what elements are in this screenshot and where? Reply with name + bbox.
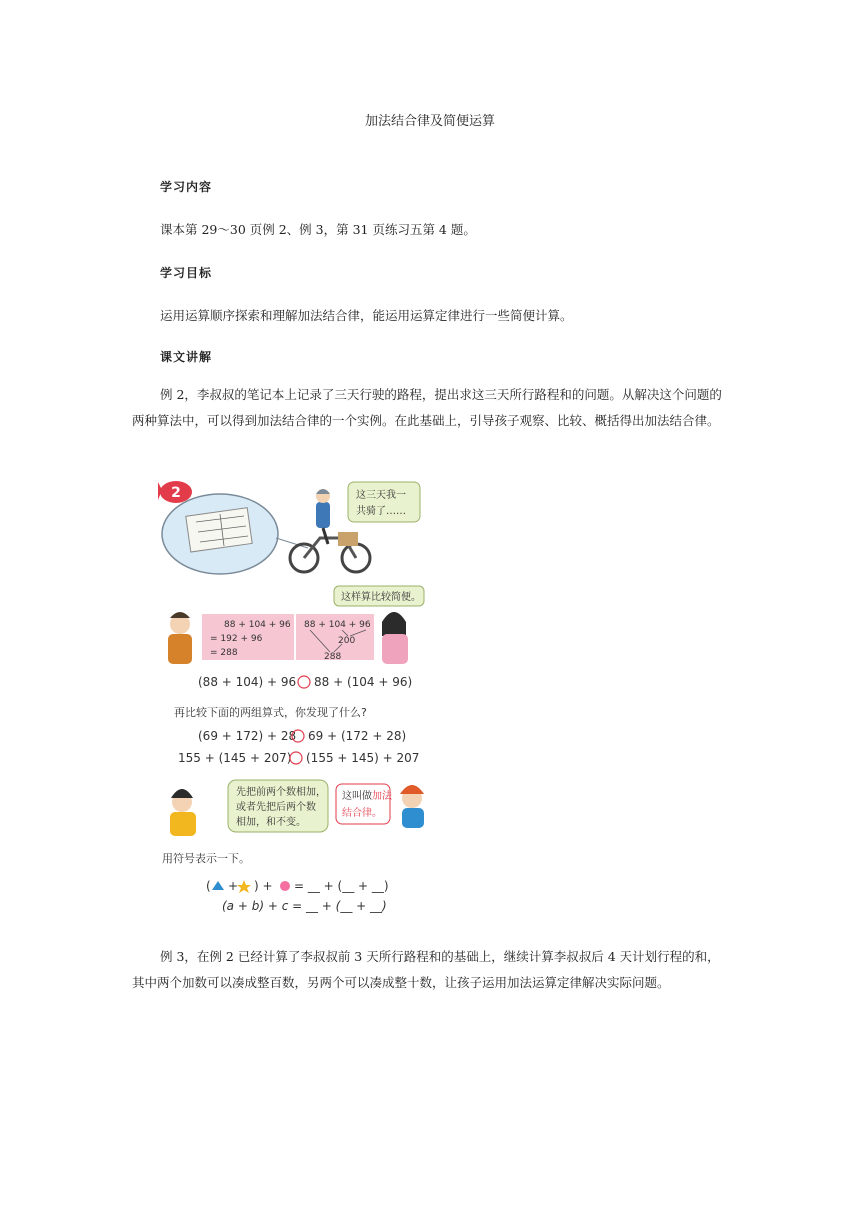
speech-bubble-3 bbox=[228, 780, 328, 832]
compare-3-left: 155 + (145 + 207) bbox=[178, 751, 292, 765]
section-heading-content: 学习内容 bbox=[160, 180, 213, 194]
symbol-prompt: 用符号表示一下。 bbox=[162, 852, 250, 865]
circle-icon bbox=[280, 881, 290, 891]
boy-figure bbox=[168, 612, 192, 664]
svg-text:相加，和不变。: 相加，和不变。 bbox=[236, 817, 306, 828]
svg-text:这三天我一: 这三天我一 bbox=[356, 490, 406, 501]
compare-1-right: 88 + (104 + 96) bbox=[314, 675, 413, 689]
speech-bubble-1 bbox=[348, 482, 420, 522]
example-badge bbox=[158, 481, 192, 503]
svg-text:结合律。: 结合律。 bbox=[342, 808, 382, 819]
compare-2-right: 69 + (172 + 28) bbox=[308, 729, 407, 743]
girl-figure-2 bbox=[170, 789, 196, 836]
compare-circle-3 bbox=[290, 752, 302, 764]
svg-text:+: + bbox=[228, 879, 239, 893]
compare-1-left: (88 + 104) + 96 bbox=[198, 675, 297, 689]
section-heading-lesson: 课文讲解 bbox=[160, 350, 213, 364]
notebook-zoom bbox=[162, 494, 308, 574]
triangle-icon bbox=[212, 881, 224, 890]
svg-text:或者先把后两个数: 或者先把后两个数 bbox=[236, 802, 316, 813]
textbook-illustration bbox=[158, 476, 432, 916]
svg-text:= 192 + 96: = 192 + 96 bbox=[210, 634, 263, 644]
girl-figure bbox=[382, 612, 408, 664]
svg-text:共骑了……: 共骑了…… bbox=[356, 506, 406, 517]
example-2-paragraph: 例 2，李叔叔的笔记本上记录了三天行驶的路程，提出求这三天所行路程和的问题。从解决这个问题的两种算法中，可以得到加法结合律的一个实例。在此基础上，引导孩子观察、比较、概括得出加法结合律。 bbox=[132, 387, 722, 428]
svg-text:这样算比较简便。: 这样算比较简便。 bbox=[341, 592, 421, 603]
example-3-paragraph: 例 3，在例 2 已经计算了李叔叔前 3 天所行路程和的基础上，继续计算李叔叔后 4 天计划行程的和，其中两个加数可以凑成整百数，另两个可以凑成整十数，让孩子运用加法运算定律解决实际问题。 bbox=[132, 949, 720, 990]
section-heading-goal: 学习目标 bbox=[160, 266, 213, 280]
compare-circle-1 bbox=[298, 676, 310, 688]
svg-text:= 288: = 288 bbox=[210, 648, 238, 658]
page-title: 加法结合律及简便运算 bbox=[364, 114, 495, 129]
star-icon bbox=[237, 880, 251, 893]
svg-text:(: ( bbox=[206, 879, 211, 893]
formula-letters: (a + b) + c = __ + (__ + __) bbox=[222, 899, 387, 913]
svg-text:) +: ) + bbox=[254, 879, 273, 893]
compare-prompt: 再比较下面的两组算式，你发现了什么? bbox=[174, 706, 367, 719]
svg-text:这叫做: 这叫做 bbox=[342, 791, 372, 802]
calc-panel-right bbox=[296, 614, 374, 662]
speech-bubble-4 bbox=[336, 784, 393, 824]
svg-text:先把前两个数相加，: 先把前两个数相加， bbox=[236, 787, 326, 798]
compare-3-right: (155 + 145) + 207 bbox=[306, 751, 420, 765]
svg-text:200: 200 bbox=[338, 636, 356, 646]
goal-text: 运用运算顺序探索和理解加法结合律，能运用运算定律进行一些简便计算。 bbox=[160, 308, 573, 323]
svg-text:288: 288 bbox=[324, 652, 342, 662]
formula-shapes bbox=[206, 879, 389, 893]
calc-panel-left bbox=[202, 614, 294, 660]
svg-text:2: 2 bbox=[171, 485, 181, 501]
svg-text:加法: 加法 bbox=[372, 791, 392, 802]
svg-text:88 + 104 + 96: 88 + 104 + 96 bbox=[224, 620, 291, 630]
svg-text:= __ + (__ + __): = __ + (__ + __) bbox=[294, 879, 389, 893]
svg-text:88 + 104 + 96: 88 + 104 + 96 bbox=[304, 620, 371, 630]
compare-2-left: (69 + 172) + 28 bbox=[198, 729, 297, 743]
kid-figure bbox=[400, 785, 424, 828]
illustration-svg bbox=[158, 476, 432, 916]
content-text: 课本第 29～30 页例 2、例 3，第 31 页练习五第 4 题。 bbox=[160, 222, 476, 237]
speech-bubble-2 bbox=[334, 586, 424, 606]
